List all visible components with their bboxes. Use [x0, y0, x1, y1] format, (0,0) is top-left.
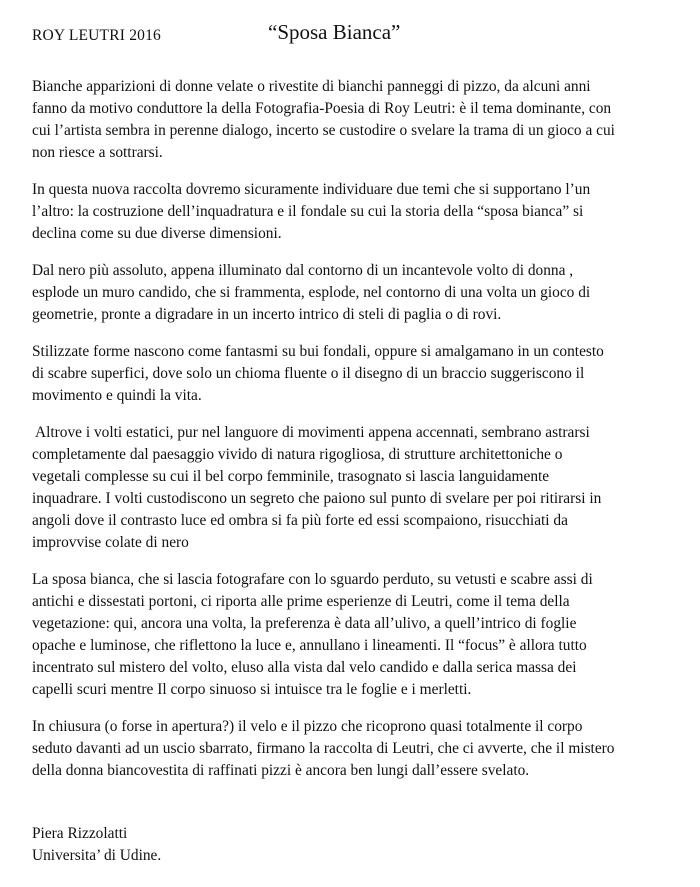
text-line: Stilizzate forme nascono come fantasmi su bui fondali, oppure si amalgamano in un contesto — [32, 343, 604, 360]
text-line: Dal nero più assoluto, appena illuminato dal contorno di un incantevole volto di donna , — [32, 262, 574, 279]
text-line: movimento e quindi la vita. — [32, 387, 202, 404]
signature-block — [32, 823, 161, 867]
text-line: inquadrare. I volti custodiscono un segreto che paiono sul punto di svelare per poi ritirarsi in — [32, 490, 602, 507]
text-line: declina come su due diverse dimensioni. — [32, 225, 282, 242]
paragraph-4 — [32, 341, 672, 407]
text-line: capelli scuri mentre Il corpo sinuoso si intuisce tra le foglie e i merletti. — [32, 681, 472, 698]
text-line: Bianche apparizioni di donne velate o rivestite di bianchi panneggi di pizzo, da alcuni anni — [32, 78, 591, 95]
text-line: esplode un muro candido, che si frammenta, esplode, nel contorno di una volta un gioco di — [32, 284, 591, 301]
text-line: fanno da motivo conduttore la della Fotografia-Poesia di Roy Leutri: è il tema dominante, con — [32, 100, 612, 117]
text-line: In chiusura (o forse in apertura?) il velo e il pizzo che ricoprono quasi totalmente il corpo — [32, 718, 583, 735]
text-line: vegetazione: qui, ancora una volta, la preferenza è data all’ulivo, a quell’intrico di foglie — [32, 615, 577, 632]
signature-name: Piera Rizzolatti — [32, 825, 128, 842]
text-line: completamente dal paesaggio vivido di natura rigogliosa, di strutture architettoniche o — [32, 446, 563, 463]
body-text — [32, 76, 672, 797]
paragraph-7 — [32, 716, 672, 782]
text-line: angoli dove il contrasto luce ed ombra si fa più forte ed essi scompaiono, risucchiati da — [32, 512, 568, 529]
text-line: l’altro: la costruzione dell’inquadratura e il fondale su cui la storia della “sposa bianca” si — [32, 203, 584, 220]
paragraph-1 — [32, 76, 672, 164]
text-line: cui l’artista sembra in perenne dialogo, incerto se custodire o svelare la trama di un gioco a cui — [32, 122, 615, 139]
paragraph-2 — [32, 179, 672, 245]
text-line: geometrie, pronte a digradare in un incerto intrico di steli di paglia o di rovi. — [32, 306, 502, 323]
signature-affiliation: Universita’ di Udine. — [32, 847, 162, 864]
text-line: non riesce a sottrarsi. — [32, 144, 163, 161]
text-line: seduto davanti ad un uscio sbarrato, firmano la raccolta di Leutri, che ci avverte, che il mistero — [32, 740, 615, 757]
text-line: Altrove i volti estatici, pur nel languore di movimenti appena accennati, sembrano astrarsi — [32, 424, 590, 441]
text-line: In questa nuova raccolta dovremo sicuramente individuare due temi che si supportano l’un — [32, 181, 591, 198]
text-line: di scabre superfici, dove solo un chioma fluente o il disegno di un braccio suggeriscono il — [32, 365, 585, 382]
text-line: improvvise colate di nero — [32, 534, 189, 551]
header-author-year: ROY LEUTRI 2016 — [32, 27, 161, 44]
text-line: della donna biancovestita di raffinati pizzi è ancora ben lungi dall’essere svelato. — [32, 762, 530, 779]
text-line: antichi e dissestati portoni, ci riporta alle prime esperienze di Leutri, come il tema della — [32, 593, 570, 610]
document-title: “Sposa Bianca” — [268, 20, 401, 44]
paragraph-6 — [32, 569, 672, 701]
paragraph-5 — [32, 422, 672, 554]
text-line: La sposa bianca, che si lascia fotografare con lo sguardo perduto, su vetusti e scabre assi di — [32, 571, 593, 588]
paragraph-3 — [32, 260, 672, 326]
text-line: vegetali complesse su cui il bel corpo femminile, trasognato si lascia languidamente — [32, 468, 550, 485]
text-line: incentrato sul mistero del volto, eluso alla vista dal velo candido e dalla serica massa dei — [32, 659, 577, 676]
text-line: opache e luminose, che riflettono la luce e, annullano i lineamenti. Il “focus” è allora tutto — [32, 637, 587, 654]
